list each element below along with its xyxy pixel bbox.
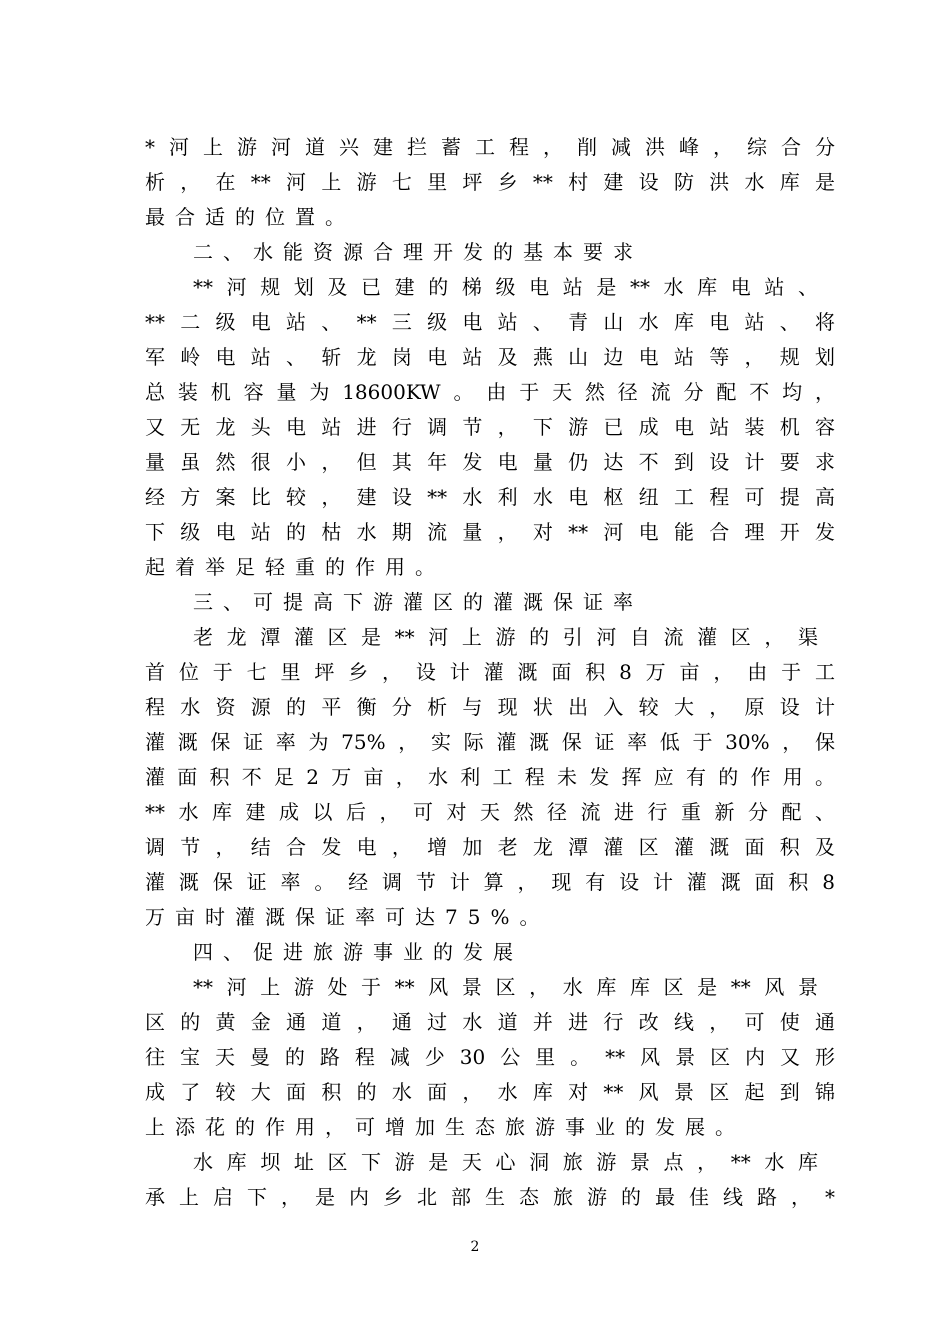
section-heading: 二、水能资源合理开发的基本要求: [193, 240, 643, 264]
body-line: *河上游河道兴建拦蓄工程，削减洪峰，综合分: [145, 135, 835, 159]
body-line: 首位于七里坪乡，设计灌溉面积8万亩，由于工: [145, 660, 835, 684]
body-line: 最合适的位置。: [145, 205, 355, 229]
body-line: 老龙潭灌区是**河上游的引河自流灌区，渠: [193, 625, 818, 649]
body-line: 水库坝址区下游是天心洞旅游景点，**水库: [193, 1150, 818, 1174]
body-line: 区的黄金通道，通过水道并进行改线，可使通: [145, 1010, 835, 1034]
section-heading: 三、可提高下游灌区的灌溉保证率: [193, 590, 643, 614]
body-line: 量虽然很小，但其年发电量仍达不到设计要求: [145, 450, 835, 474]
body-line: 析，在**河上游七里坪乡**村建设防洪水库是: [145, 170, 835, 194]
body-line: 承上启下，是内乡北部生态旅游的最佳线路，*: [145, 1185, 835, 1209]
body-line: 总装机容量为18600KW。由于天然径流分配不均，: [145, 380, 835, 404]
body-line: 又无龙头电站进行调节，下游已成电站装机容: [145, 415, 835, 439]
body-line: **水库建成以后，可对天然径流进行重新分配、: [145, 800, 835, 824]
body-line: 灌溉保证率为75%，实际灌溉保证率低于30%，保: [145, 730, 835, 754]
body-line: 调节，结合发电，增加老龙潭灌区灌溉面积及: [145, 835, 835, 859]
body-line: 往宝天曼的路程减少30公里。**风景区内又形: [145, 1045, 835, 1069]
body-line: 起着举足轻重的作用。: [145, 555, 445, 579]
page-number: 2: [470, 1239, 480, 1255]
body-line: 灌面积不足2万亩，水利工程未发挥应有的作用。: [145, 765, 835, 789]
body-line: 上添花的作用，可增加生态旅游事业的发展。: [145, 1115, 745, 1139]
body-line: 军岭电站、斩龙岗电站及燕山边电站等，规划: [145, 345, 835, 369]
body-line: 下级电站的枯水期流量，对**河电能合理开发: [145, 520, 835, 544]
body-line: 经方案比较，建设**水利水电枢纽工程可提高: [145, 485, 835, 509]
section-heading: 四、促进旅游事业的发展: [193, 940, 523, 964]
body-line: 成了较大面积的水面，水库对**风景区起到锦: [145, 1080, 835, 1104]
body-line: 万亩时灌溉保证率可达75%。: [145, 905, 550, 929]
body-line: **河上游处于**风景区，水库库区是**风景: [193, 975, 818, 999]
body-line: **河规划及已建的梯级电站是**水库电站、: [193, 275, 818, 299]
body-line: 灌溉保证率。经调节计算，现有设计灌溉面积8: [145, 870, 835, 894]
body-line: **二级电站、**三级电站、青山水库电站、将: [145, 310, 835, 334]
body-line: 程水资源的平衡分析与现状出入较大，原设计: [145, 695, 835, 719]
